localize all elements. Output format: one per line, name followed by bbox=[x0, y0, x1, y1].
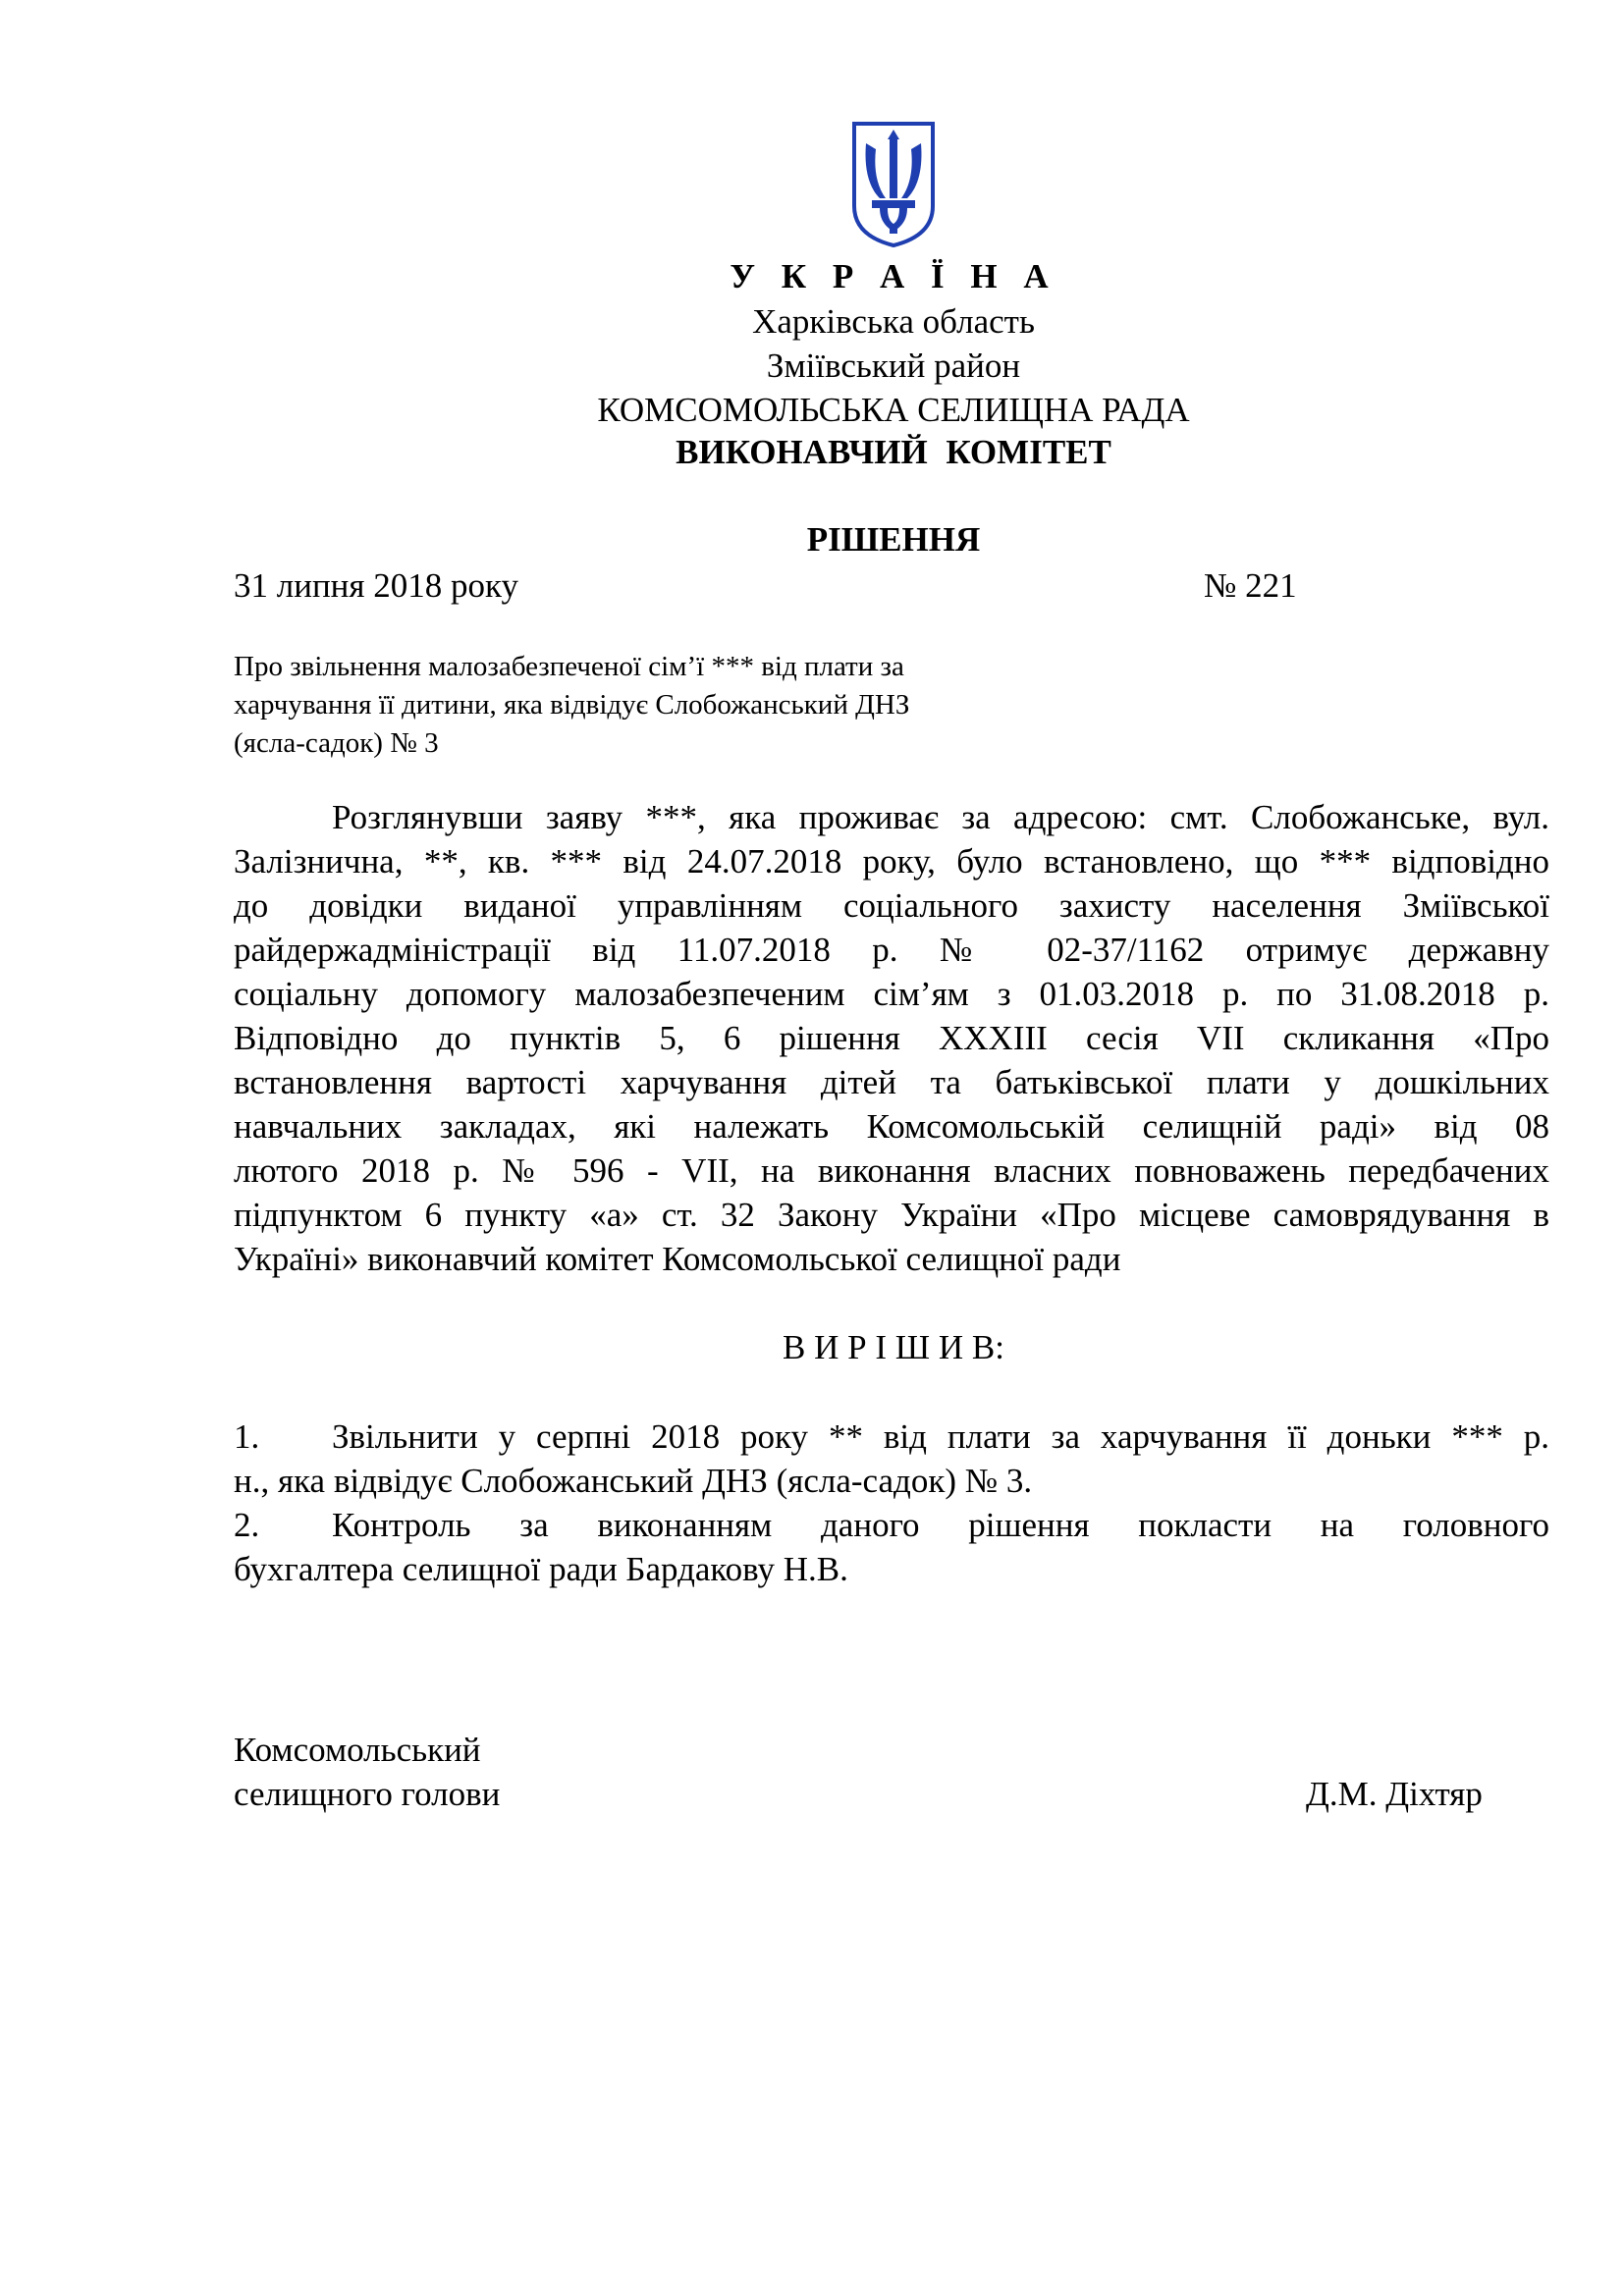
item-line: Звільнити у серпні 2018 року ** від плати за харчування її доньки *** р. bbox=[332, 1417, 1549, 1456]
item-line: Контроль за виконанням даного рішення покласти на головного bbox=[332, 1506, 1549, 1544]
body-line: Україні» виконавчий комітет Комсомольської селищної ради bbox=[234, 1240, 1121, 1278]
header-region: Харківська область bbox=[752, 302, 1035, 341]
body-line: Розглянувши заяву ***, яка проживає за адресою: смт. Слобожанське, вул. bbox=[332, 798, 1549, 836]
decision-subject bbox=[234, 648, 1117, 763]
item-number: 1. bbox=[234, 1417, 260, 1456]
decided-heading: В И Р І Ш И В: bbox=[783, 1328, 1004, 1366]
signature-title-line: селищного голови bbox=[234, 1775, 501, 1813]
body-line: соціальну допомогу малозабезпеченим сім’ям з 01.03.2018 р. по 31.08.2018 р. bbox=[234, 975, 1549, 1013]
body-line: Відповідно до пунктів 5, 6 рішення XXXIII сесія VII скликання «Про bbox=[234, 1019, 1549, 1057]
body-paragraph bbox=[234, 795, 1549, 1281]
decision-items bbox=[234, 1415, 1549, 1591]
subject-line: (ясла-садок) № 3 bbox=[234, 727, 439, 759]
header-council: КОМСОМОЛЬСЬКА СЕЛИЩНА РАДА bbox=[597, 391, 1190, 429]
signature-title bbox=[234, 1728, 500, 1816]
header-committee: ВИКОНАВЧИЙ КОМІТЕТ bbox=[676, 433, 1111, 471]
signature-title-line: Комсомольський bbox=[234, 1731, 481, 1769]
decision-date: 31 липня 2018 року bbox=[234, 566, 519, 605]
body-line: встановлення вартості харчування дітей та батьківської плати у дошкільних bbox=[234, 1063, 1549, 1101]
body-line: лютого 2018 р. № 596 - VII, на виконання власних повноважень передбачених bbox=[234, 1151, 1549, 1190]
list-item bbox=[234, 1503, 1549, 1591]
body-line: навчальних закладах, які належать Комсомольській селищній раді» від 08 bbox=[234, 1107, 1549, 1146]
header-district: Зміївський район bbox=[766, 347, 1021, 385]
item-line: бухгалтера селищної ради Бардакову Н.В. bbox=[234, 1550, 848, 1588]
decision-title: РІШЕННЯ bbox=[806, 520, 981, 559]
list-item bbox=[234, 1415, 1549, 1503]
subject-line: харчування її дитини, яка відвідує Слобожанський ДНЗ bbox=[234, 689, 910, 721]
signature-name: Д.М. Діхтяр bbox=[1306, 1775, 1483, 1813]
body-line: до довідки виданої управлінням соціального захисту населення Зміївської bbox=[234, 886, 1549, 925]
body-line: райдержадміністрації від 11.07.2018 р. № 02-37/1162 отримує державну bbox=[234, 931, 1549, 969]
header-country: У К Р А Ї Н А bbox=[730, 257, 1057, 295]
item-line: н., яка відвідує Слобожанський ДНЗ (ясла-садок) № 3. bbox=[234, 1462, 1033, 1500]
decision-number: № 221 bbox=[1204, 566, 1297, 605]
body-line: Залізнична, **, кв. *** від 24.07.2018 року, було встановлено, що *** відповідно bbox=[234, 842, 1549, 881]
coat-of-arms-trident-icon bbox=[850, 120, 937, 249]
body-line: підпунктом 6 пункту «а» ст. 32 Закону України «Про місцеве самоврядування в bbox=[234, 1196, 1549, 1234]
subject-line: Про звільнення малозабезпеченої сім’ї *** від плати за bbox=[234, 651, 904, 682]
item-number: 2. bbox=[234, 1506, 260, 1544]
